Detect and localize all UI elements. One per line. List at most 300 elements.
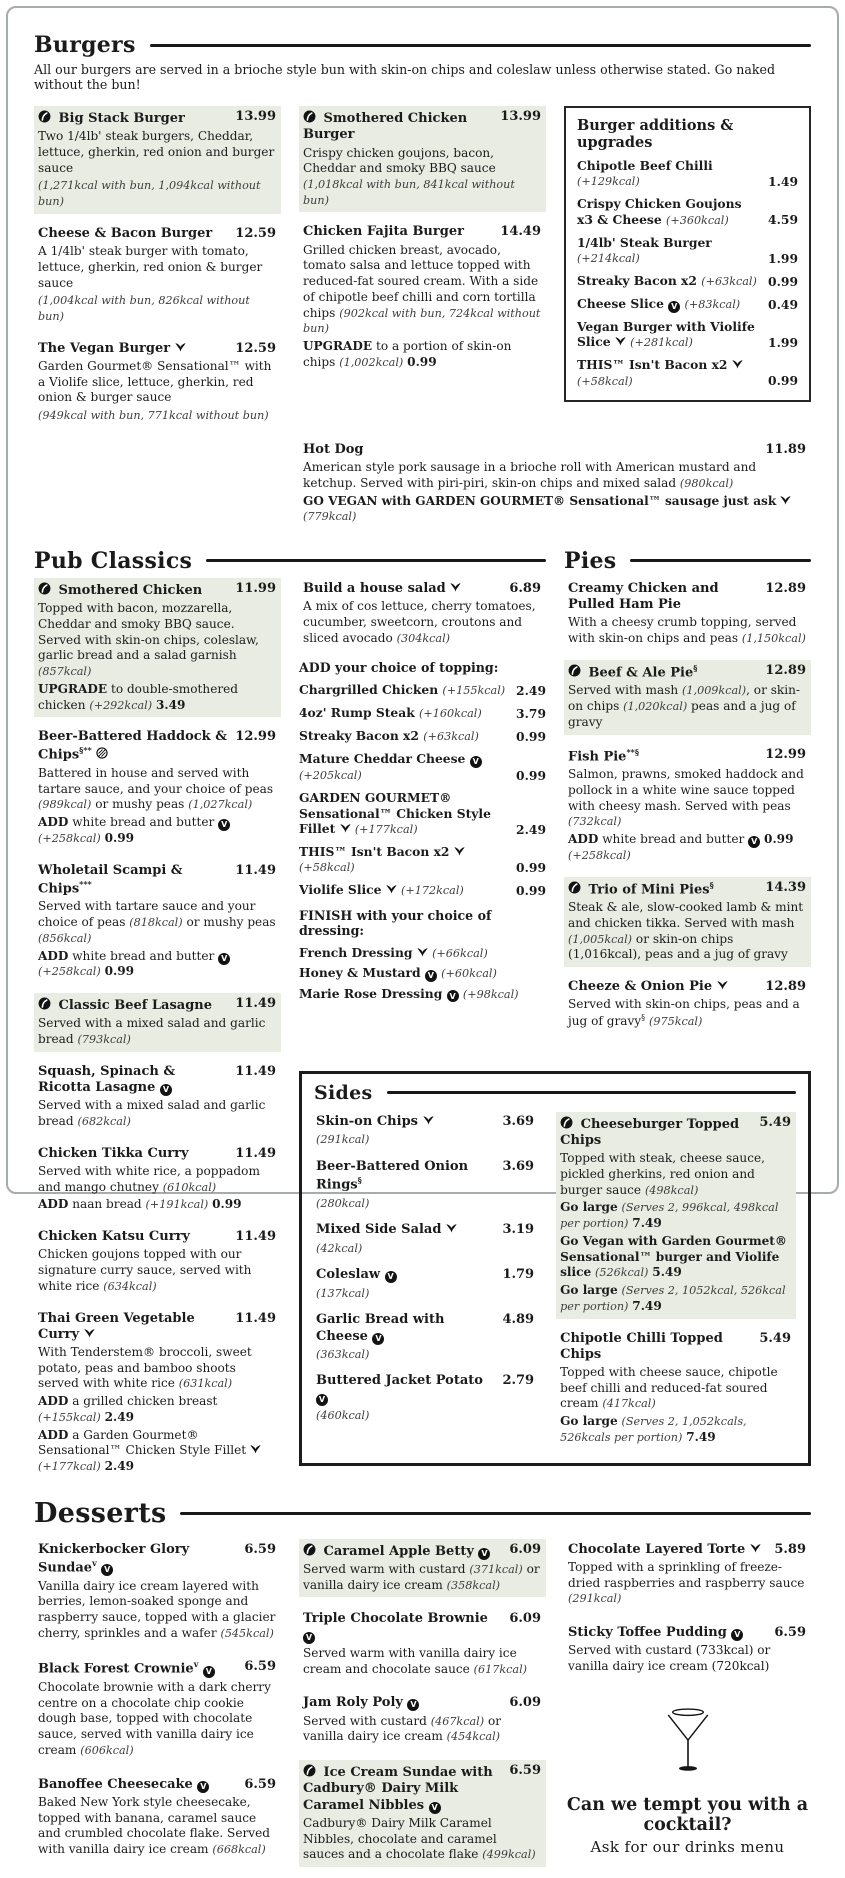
menu-item	[34, 223, 281, 329]
item-header	[38, 1146, 276, 1162]
cocktail-icon	[564, 1705, 811, 1781]
item-description: UPGRADE to a portion of skin-on chips (1,002kcal) 0.99	[303, 338, 512, 369]
item-header	[303, 442, 806, 458]
row-label: 4oz' Rump Steak (+160kcal)	[299, 705, 482, 721]
item-description: Served with custard (467kcal) or vanilla dairy ice cream (454kcal)	[303, 1713, 502, 1744]
calorie-info: (Serves 2, 996kcal, 498kcal per portion)	[560, 1201, 779, 1231]
item-price: 6.59	[774, 1625, 806, 1641]
vegan-icon	[454, 846, 465, 856]
priced-row	[577, 296, 798, 312]
item-name: Mixed Side Salad	[316, 1222, 457, 1238]
priced-row	[299, 682, 546, 698]
item-price: 6.09	[509, 1541, 541, 1557]
item-header	[38, 1311, 276, 1344]
item-description	[38, 408, 276, 424]
item-price: 11.49	[235, 1229, 276, 1245]
item-name: Beef & Ale Pie§	[568, 663, 697, 682]
row-price: 3.79	[516, 705, 546, 721]
item-price: 12.99	[235, 729, 276, 745]
calorie-info: (989kcal)	[38, 798, 92, 812]
item-price: 12.89	[765, 978, 806, 994]
pies-column	[564, 578, 811, 1065]
calorie-info: (291kcal)	[316, 1133, 370, 1147]
salad-toppings-heading: ADD your choice of topping:	[299, 660, 499, 676]
item-price: 4.89	[502, 1312, 535, 1328]
menu-item	[34, 1061, 281, 1134]
item-description: A mix of cos lettuce, cherry tomatoes, cucumber, sweetcorn, croutons and sliced avocado (304kcal)	[303, 599, 536, 645]
item-header	[38, 1659, 276, 1678]
calorie-info: (+281kcal)	[630, 336, 693, 350]
salad-column	[299, 578, 546, 1065]
item-price: 2.79	[502, 1373, 535, 1389]
item-name: Banoffee Cheesecake V	[38, 1777, 209, 1793]
item-description: Salmon, prawns, smoked haddock and pollock in a white wine sauce topped with cheesy mash. Served with peas (732kcal)	[568, 767, 804, 829]
burgers-header	[34, 32, 811, 58]
row-price: 0.99	[516, 883, 546, 899]
calorie-info: (371kcal)	[469, 1563, 523, 1576]
calorie-info: (1,005kcal)	[568, 932, 633, 946]
priced-row	[577, 235, 798, 266]
priced-row	[299, 751, 546, 783]
row-label: Crispy Chicken Goujons x3 & Cheese (+360kcal)	[577, 196, 742, 227]
item-description: Go large (Serves 2, 1052kcal, 526kcal per portion) 7.49	[560, 1283, 786, 1313]
item-price: 6.09	[509, 1611, 541, 1627]
row-price: 0.99	[768, 373, 798, 389]
vegan-icon	[732, 359, 743, 369]
calorie-info: (526kcal)	[595, 1266, 649, 1280]
item-description: American style pork sausage in a brioche roll with American mustard and ketchup. Served with piri-piri, skin-on chips and mixed salad (980kcal)	[303, 460, 757, 490]
vegetarian-icon: V	[668, 301, 680, 313]
burger-additions-box	[564, 106, 811, 402]
vegan-icon	[750, 1543, 761, 1553]
item-name: Black Forest Crownie$^v$ V	[38, 1659, 215, 1678]
item-header	[316, 1373, 534, 1406]
item-description: ADD a grilled chicken breast (+155kcal) 2.49	[38, 1394, 218, 1424]
pub-classics-column	[34, 578, 281, 1488]
menu-item	[34, 578, 281, 717]
pub-classics-header	[34, 548, 546, 574]
row-label: THIS™ Isn't Bacon x2 (+58kcal)	[299, 844, 508, 875]
menu-item	[34, 338, 281, 428]
menu-item	[34, 1539, 281, 1646]
item-price: 5.49	[759, 1114, 791, 1130]
item-description: With Tenderstem® broccoli, sweet potato, peas and bamboo shoots served with white rice (631kcal)	[38, 1345, 252, 1391]
calorie-info: (+258kcal)	[38, 965, 101, 979]
priced-row	[577, 196, 798, 227]
item-description: ADD white bread and butter V (+258kcal) 0.99	[38, 815, 276, 846]
calorie-info: (280kcal)	[316, 1196, 370, 1210]
item-description: Two 1/4lb' steak burgers, Cheddar, lettuce, gherkin, red onion and burger sauce	[38, 129, 275, 175]
item-description: Served with a mixed salad and garlic bread (793kcal)	[38, 1016, 266, 1047]
item-description: Go large (Serves 2, 1,052kcals, 526kcals per portion) 7.49	[560, 1414, 747, 1444]
additions-box-title: Burger additions & upgrades	[577, 117, 734, 151]
item-price: 12.59	[235, 225, 276, 241]
item-price: 1.79	[502, 1267, 535, 1283]
desserts-column-2	[299, 1539, 546, 1878]
item-description: Go Vegan with Garden Gourmet® Sensational™ burger and Violife slice (526kcal) 5.49	[560, 1233, 787, 1280]
menu-item	[299, 1539, 546, 1598]
calorie-info: (818kcal)	[129, 916, 183, 930]
item-description: Served with tartare sauce and your choice of peas (818kcal) or mushy peas (856kcal)	[38, 899, 276, 945]
item-name: Big Stack Burger	[38, 109, 185, 127]
item-header	[38, 1064, 276, 1097]
calorie-info: (+60kcal)	[441, 967, 497, 981]
item-header	[316, 1312, 534, 1345]
row-price: 1.99	[768, 335, 798, 351]
vegan-icon	[250, 1444, 261, 1454]
vegan-icon	[386, 884, 397, 894]
burgers-grid	[34, 106, 811, 538]
menu-item	[556, 1328, 796, 1450]
item-price: 12.89	[765, 580, 806, 596]
item-header	[303, 224, 541, 240]
calorie-info: (856kcal)	[38, 931, 92, 945]
item-header	[38, 863, 276, 898]
sides-title: Sides	[314, 1081, 373, 1104]
item-price: 14.49	[500, 224, 541, 240]
calorie-info: (980kcal)	[679, 476, 734, 490]
item-header	[303, 1611, 541, 1644]
item-description: Go large (Serves 2, 996kcal, 498kcal per portion) 7.49	[560, 1200, 779, 1231]
item-description: ADD a Garden Gourmet® Sensational™ Chicken Style Fillet (+177kcal) 2.49	[38, 1428, 276, 1475]
pies-title: Pies	[564, 547, 617, 574]
item-header	[568, 1542, 806, 1558]
item-description: Cadbury® Dairy Milk Caramel Nibbles, chocolate and caramel sauces and a chocolate flake (499kcal)	[303, 1815, 536, 1862]
row-price: 0.99	[768, 273, 798, 289]
calorie-info: (1,018kcal with bun, 841kcal without bun)	[303, 177, 515, 207]
item-header	[38, 996, 276, 1014]
item-description: Topped with steak, cheese sauce, pickled gherkins, red onion and burger sauce (498kcal)	[560, 1151, 765, 1197]
favourite-icon	[303, 1764, 316, 1777]
vegetarian-icon: V	[478, 1548, 490, 1560]
item-price: 11.49	[235, 1310, 276, 1326]
item-name: Squash, Spinach & Ricotta Lasagne V	[38, 1063, 176, 1095]
item-name: Beer-Battered Haddock & Chips§**	[38, 729, 227, 763]
house-salad-item	[299, 578, 546, 650]
item-header	[38, 581, 276, 599]
favourite-icon	[38, 997, 51, 1010]
item-price: 11.49	[235, 1145, 276, 1161]
item-header	[38, 341, 276, 357]
item-name: Smothered Chicken	[38, 581, 202, 599]
row-label: THIS™ Isn't Bacon x2 (+58kcal)	[577, 357, 760, 388]
calorie-info: (+155kcal)	[38, 1410, 101, 1424]
calorie-info: (467kcal)	[430, 1714, 485, 1728]
calorie-info: (1,002kcal)	[339, 355, 404, 369]
calorie-info: (+205kcal)	[299, 769, 362, 783]
row-price: 2.49	[516, 682, 546, 698]
vegetarian-icon: V	[197, 1781, 209, 1793]
salad-toppings-rows	[299, 682, 546, 898]
item-name: Cheeze & Onion Pie	[568, 979, 728, 995]
calorie-info: (+83kcal)	[684, 298, 741, 312]
item-name: Sticky Toffee Pudding V	[568, 1625, 743, 1641]
calorie-info: (732kcal)	[568, 815, 622, 829]
hot-dog-item	[299, 439, 811, 538]
item-description: Served with custard (733kcal) or vanilla dairy ice cream (720kcal)	[568, 1643, 771, 1674]
item-header	[303, 1763, 541, 1814]
desserts-header	[34, 1498, 811, 1529]
item-header	[560, 1115, 791, 1150]
item-description: Battered in house and served with tartare sauce, and your choice of peas (989kcal) or mushy peas (1,027kcal)	[38, 766, 274, 812]
item-description: Vanilla dairy ice cream layered with berries, lemon-soaked sponge and raspberry sauce, topped with a glacier cherry, sprinkles and a wafer (545kcal)	[38, 1578, 276, 1640]
item-description: With a cheesy crumb topping, served with skin-on chips and peas (1,150kcal)	[568, 615, 806, 646]
item-description	[38, 178, 276, 209]
vegetarian-icon: V	[218, 953, 230, 965]
calorie-info: (545kcal)	[220, 1626, 274, 1640]
item-price: 13.99	[500, 109, 541, 124]
favourite-icon	[303, 110, 316, 123]
menu-item	[314, 1371, 536, 1425]
pies-header	[564, 548, 811, 574]
vegetarian-icon: V	[372, 1333, 384, 1345]
item-header	[38, 1229, 276, 1245]
vegan-icon	[84, 1328, 95, 1338]
item-header	[303, 1542, 541, 1560]
item-price: 11.49	[235, 996, 276, 1012]
item-price: 6.59	[244, 1776, 276, 1792]
menu-item	[564, 1539, 811, 1611]
item-name: Fish Pie**§	[568, 746, 640, 764]
menu-item	[314, 1310, 536, 1364]
menu-item	[34, 993, 281, 1052]
calorie-info: (+58kcal)	[577, 374, 633, 388]
item-name: The Vegan Burger	[38, 341, 186, 357]
menu-item	[299, 221, 546, 374]
section-desserts	[34, 1498, 811, 1878]
menu-item	[556, 1112, 796, 1319]
item-description	[316, 1241, 534, 1257]
section-burgers	[34, 32, 811, 538]
item-description: Served with a mixed salad and garlic bread (682kcal)	[38, 1098, 266, 1128]
priced-row	[577, 319, 798, 350]
calorie-info: (+129kcal)	[577, 175, 640, 189]
calorie-info: (417kcal)	[602, 1397, 656, 1411]
item-name: Smothered Chicken Burger	[303, 111, 468, 143]
priced-row	[299, 844, 546, 875]
priced-row	[299, 882, 546, 898]
item-name: Creamy Chicken and Pulled Ham Pie	[568, 580, 719, 613]
priced-row	[299, 705, 546, 721]
list-line: French Dressing (+66kcal)	[299, 945, 488, 961]
item-description: Chicken goujons topped with our signature curry sauce, served with white rice (634kcal)	[38, 1247, 252, 1293]
vegetarian-icon: V	[748, 836, 760, 848]
item-name: Skin-on Chips	[316, 1114, 434, 1130]
item-name: Triple Chocolate Brownie V	[303, 1611, 488, 1642]
calorie-info: (949kcal with bun, 771kcal without bun)	[38, 409, 269, 423]
priced-row	[299, 728, 546, 744]
calorie-info: (460kcal)	[316, 1408, 370, 1422]
calorie-info: (42kcal)	[316, 1241, 363, 1255]
item-description: Grilled chicken breast, avocado, tomato salsa and lettuce topped with reduced-fat soured cream. With a side of chipotle beef chilli and corn tortilla chips (902kcal with bun, 724kcal without bun)	[303, 242, 541, 336]
item-price: 11.99	[235, 580, 276, 596]
burgers-title: Burgers	[34, 32, 136, 58]
row-price: 4.59	[768, 212, 798, 228]
list-line: Marie Rose Dressing V (+98kcal)	[299, 985, 519, 1001]
menu-item	[314, 1220, 536, 1258]
item-name: Garlic Bread with Cheese V	[316, 1312, 445, 1344]
vegetarian-icon: V	[470, 756, 482, 768]
item-price: 6.59	[244, 1541, 276, 1557]
calorie-info: (793kcal)	[77, 1033, 131, 1047]
item-name: Caramel Apple Betty V	[303, 1542, 490, 1560]
desserts-grid	[34, 1539, 811, 1878]
calorie-info: (137kcal)	[316, 1286, 370, 1300]
calorie-info: (610kcal)	[162, 1180, 217, 1194]
item-header	[568, 1625, 806, 1641]
priced-row	[299, 790, 546, 837]
row-price: 1.49	[768, 174, 798, 189]
item-header	[316, 1222, 534, 1238]
item-price: 3.69	[502, 1158, 535, 1174]
favourite-icon	[303, 1543, 316, 1556]
menu-item	[34, 860, 281, 984]
calorie-info: (+58kcal)	[299, 861, 355, 875]
calorie-info: (1,271kcal with bun, 1,094kcal without bun)	[38, 179, 261, 209]
desserts-column-3	[564, 1539, 811, 1878]
calorie-info: (454kcal)	[446, 1730, 501, 1744]
item-description: Topped with cheese sauce, chipotle beef chilli and reduced-fat soured cream (417kcal)	[560, 1365, 778, 1411]
vegetarian-icon: V	[101, 1564, 113, 1576]
vegetarian-icon: V	[447, 990, 459, 1002]
calorie-info: (606kcal)	[80, 1743, 134, 1757]
item-header	[568, 747, 806, 766]
calorie-info: (975kcal)	[648, 1014, 703, 1028]
menu-item	[564, 744, 811, 868]
vegetarian-icon: V	[385, 1271, 397, 1283]
menu-item	[299, 1760, 546, 1867]
sides-grid	[314, 1112, 796, 1459]
item-description: Topped with bacon, mozzarella, Cheddar and smoky BBQ sauce. Served with skin-on chips, coleslaw, garlic bread and a salad garnish (857kcal)	[38, 601, 259, 679]
calorie-info: (1,009kcal)	[682, 684, 747, 698]
vegetarian-icon: V	[203, 1666, 215, 1678]
additions-box-rows	[577, 158, 798, 389]
menu-item	[34, 1143, 281, 1217]
calorie-info: (+63kcal)	[423, 730, 479, 744]
item-description: Topped with a sprinkling of freeze-dried raspberries and raspberry sauce (291kcal)	[568, 1560, 805, 1606]
item-header	[38, 729, 276, 764]
menu-item	[34, 726, 281, 850]
menu-item	[34, 1656, 281, 1762]
vegetarian-icon: V	[425, 970, 437, 982]
item-price: 6.59	[244, 1659, 276, 1675]
menu-item	[314, 1157, 536, 1214]
row-label: Cheese Slice V (+83kcal)	[577, 296, 741, 312]
item-description: Chocolate brownie with a dark cherry centre on a chocolate chip cookie dough base, topped with chocolate sauce, served with vanilla dairy ice cream (606kcal)	[38, 1680, 271, 1757]
item-name: Knickerbocker Glory Sundae$^v$ V	[38, 1541, 190, 1576]
item-header	[568, 880, 806, 899]
calorie-info: (Serves 2, 1052kcal, 526kcal per portion)	[560, 1284, 786, 1313]
list-line: Honey & Mustard V (+60kcal)	[299, 965, 497, 981]
item-name: Build a house salad	[303, 581, 461, 597]
item-name: Trio of Mini Pies§	[568, 880, 714, 899]
item-name: Chocolate Layered Torte	[568, 1542, 761, 1558]
calorie-info: (+177kcal)	[354, 823, 418, 837]
vegan-icon	[423, 1115, 434, 1125]
calorie-info: (304kcal)	[396, 631, 451, 645]
item-header	[38, 1542, 276, 1577]
item-header	[303, 109, 541, 144]
priced-row	[577, 273, 798, 289]
row-label: Streaky Bacon x2 (+63kcal)	[577, 273, 757, 289]
calorie-info: (+172kcal)	[401, 884, 464, 898]
divider-line	[206, 559, 546, 562]
item-price: 3.69	[502, 1113, 535, 1129]
item-name: Cheese & Bacon Burger	[38, 225, 213, 241]
calorie-info: (498kcal)	[644, 1183, 699, 1197]
item-header	[303, 581, 541, 597]
salad-dressings-heading: FINISH with your choice of dressing:	[299, 908, 492, 939]
sides-header	[314, 1082, 796, 1104]
vegetarian-icon: V	[160, 1084, 172, 1096]
vegetarian-icon: V	[316, 1394, 328, 1406]
item-price: 12.59	[235, 340, 276, 356]
item-description: Garden Gourmet® Sensational™ with a Violife slice, lettuce, gherkin, red onion & burger sauce	[38, 358, 272, 405]
row-label: Violife Slice (+172kcal)	[299, 882, 464, 898]
item-price: 5.49	[759, 1330, 791, 1346]
favourite-icon	[38, 582, 51, 595]
item-name: Buttered Jacket Potato V	[316, 1373, 483, 1404]
menu-item	[564, 1622, 811, 1679]
menu-item	[34, 1308, 281, 1479]
calorie-info: (631kcal)	[178, 1377, 233, 1391]
menu-item	[299, 1692, 546, 1749]
item-name: Wholetail Scampi & Chips***	[38, 862, 183, 897]
calorie-info: (+258kcal)	[38, 831, 101, 845]
item-header	[38, 1777, 276, 1793]
favourite-icon	[560, 1116, 573, 1129]
item-description	[316, 1286, 534, 1302]
item-name: Chicken Katsu Curry	[38, 1229, 190, 1245]
item-price: 11.89	[765, 441, 806, 457]
priced-row	[577, 357, 798, 388]
item-description: Served with mash (1,009kcal), or skin-on chips (1,020kcal) peas and a jug of gravy	[568, 683, 800, 729]
menu-item	[314, 1265, 536, 1303]
item-description: Served with skin-on chips, peas and a jug of gravy§ (975kcal)	[568, 997, 800, 1028]
row-price: 0.99	[516, 860, 546, 876]
item-name: Hot Dog	[303, 441, 364, 457]
gluten-free-icon	[96, 747, 108, 759]
row-label: Vegan Burger with Violife Slice (+281kcal)	[577, 319, 755, 350]
sides-featured	[556, 1112, 796, 1459]
item-price: 11.49	[235, 1063, 276, 1079]
menu-item	[299, 578, 546, 650]
row-label: Chipotle Beef Chilli (+129kcal)	[577, 158, 713, 189]
item-price: 6.89	[509, 580, 541, 596]
burgers-column-1	[34, 106, 281, 437]
item-description: UPGRADE to double-smothered chicken (+292kcal) 3.49	[38, 681, 239, 712]
sides-box	[299, 1071, 811, 1466]
calorie-info: (634kcal)	[103, 1279, 157, 1293]
calorie-info: (+177kcal)	[38, 1460, 101, 1474]
item-header	[568, 979, 806, 995]
row-label: Mature Cheddar Cheese V (+205kcal)	[299, 751, 508, 783]
item-description: A 1/4lb' steak burger with tomato, lettuce, gherkin, red onion & burger sauce	[38, 244, 263, 290]
calorie-info: (1,020kcal)	[623, 700, 688, 714]
calorie-info: (1,004kcal with bun, 826kcal without bun)	[38, 294, 250, 323]
vegetarian-icon: V	[429, 1802, 441, 1814]
divider-line	[150, 44, 811, 47]
item-header	[316, 1114, 534, 1130]
calorie-info: (+98kcal)	[462, 987, 519, 1001]
pub-classics-title: Pub Classics	[34, 547, 193, 574]
row-label: GARDEN GOURMET® Sensational™ Chicken Style Fillet (+177kcal)	[299, 790, 491, 837]
calorie-info: (Serves 2, 1,052kcals, 526kcals per portion)	[560, 1415, 747, 1444]
desserts-column-3-items	[564, 1539, 811, 1679]
cocktail-promo	[564, 1705, 811, 1856]
item-price: 5.89	[774, 1541, 806, 1557]
item-header	[316, 1267, 534, 1283]
